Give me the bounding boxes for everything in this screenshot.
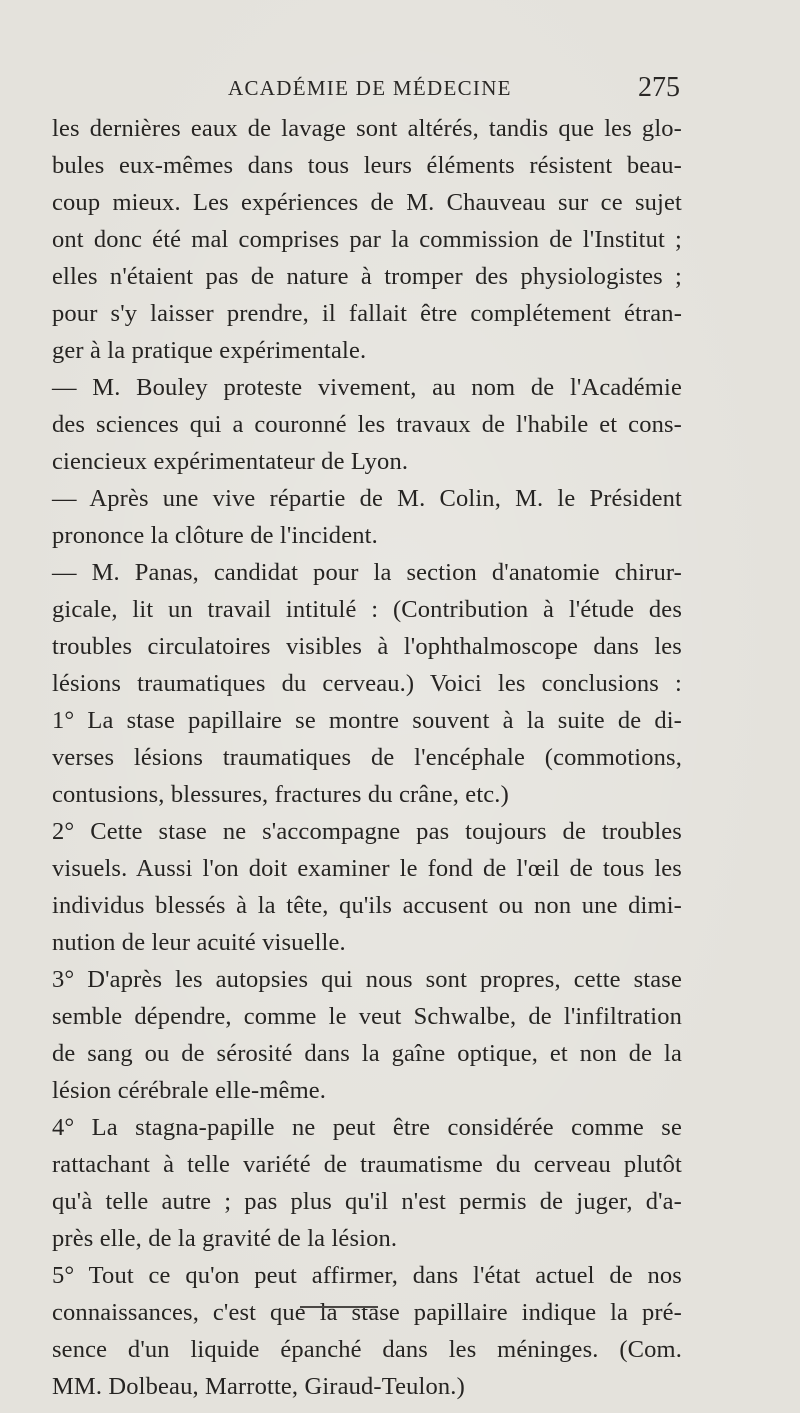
text-line: sence d'un liquide épanché dans les méninges. (Com.	[52, 1336, 682, 1363]
text-line: — M. Panas, candidat pour la section d'anatomie chirur-	[52, 559, 682, 586]
text-line: bules eux-mêmes dans tous leurs éléments résistent beau-	[52, 152, 682, 179]
text-line: semble dépendre, comme le veut Schwalbe, de l'infiltration	[52, 1003, 682, 1030]
text-line: 2° Cette stase ne s'accompagne pas toujours de troubles	[52, 818, 682, 845]
text-line: 1° La stase papillaire se montre souvent à la suite de di-	[52, 707, 682, 734]
text-line: connaissances, c'est que la stase papillaire indique la pré-	[52, 1299, 682, 1326]
text-line: prononce la clôture de l'incident.	[52, 522, 378, 549]
text-line: elles n'étaient pas de nature à tromper des physiologistes ;	[52, 263, 682, 290]
text-line: qu'à telle autre ; pas plus qu'il n'est permis de juger, d'a-	[52, 1188, 682, 1215]
text-line: nution de leur acuité visuelle.	[52, 929, 346, 956]
text-line: 4° La stagna-papille ne peut être considérée comme se	[52, 1114, 682, 1141]
text-line: individus blessés à la tête, qu'ils accusent ou non une dimi-	[52, 892, 682, 919]
text-line: gicale, lit un travail intitulé : (Contribution à l'étude des	[52, 596, 682, 623]
text-line: — M. Bouley proteste vivement, au nom de l'Académie	[52, 374, 682, 401]
text-line: ger à la pratique expérimentale.	[52, 337, 367, 364]
page-number: 275	[638, 72, 680, 103]
running-title: ACADÉMIE DE MÉDECINE	[228, 76, 512, 100]
text-line: ciencieux expérimentateur de Lyon.	[52, 448, 409, 475]
text-line: verses lésions traumatiques de l'encéphale (commotions,	[52, 744, 682, 771]
text-line: coup mieux. Les expériences de M. Chauveau sur ce sujet	[52, 189, 682, 216]
text-line: lésion cérébrale elle-même.	[52, 1077, 327, 1104]
text-line: MM. Dolbeau, Marrotte, Giraud-Teulon.)	[52, 1373, 465, 1400]
body-text	[52, 110, 682, 1405]
text-line: de sang ou de sérosité dans la gaîne optique, et non de la	[52, 1040, 682, 1067]
text-line: ont donc été mal comprises par la commission de l'Institut ;	[52, 226, 682, 253]
text-line: — Après une vive répartie de M. Colin, M. le Président	[52, 485, 682, 512]
text-line: visuels. Aussi l'on doit examiner le fond de l'œil de tous les	[52, 855, 682, 882]
text-line: les dernières eaux de lavage sont altérés, tandis que les glo-	[52, 115, 682, 142]
text-line: 3° D'après les autopsies qui nous sont propres, cette stase	[52, 966, 682, 993]
text-line: près elle, de la gravité de la lésion.	[52, 1225, 398, 1252]
text-line: lésions traumatiques du cerveau.) Voici les conclusions :	[52, 670, 682, 697]
section-rule	[300, 1306, 378, 1308]
text-line: contusions, blessures, fractures du crâne, etc.)	[52, 781, 509, 808]
text-line: 5° Tout ce qu'on peut affirmer, dans l'état actuel de nos	[52, 1262, 682, 1289]
text-line: pour s'y laisser prendre, il fallait être complétement étran-	[52, 300, 682, 327]
text-line: troubles circulatoires visibles à l'ophthalmoscope dans les	[52, 633, 682, 660]
page-header	[0, 72, 800, 106]
text-line: des sciences qui a couronné les travaux de l'habile et cons-	[52, 411, 682, 438]
text-line: rattachant à telle variété de traumatisme du cerveau plutôt	[52, 1151, 682, 1178]
